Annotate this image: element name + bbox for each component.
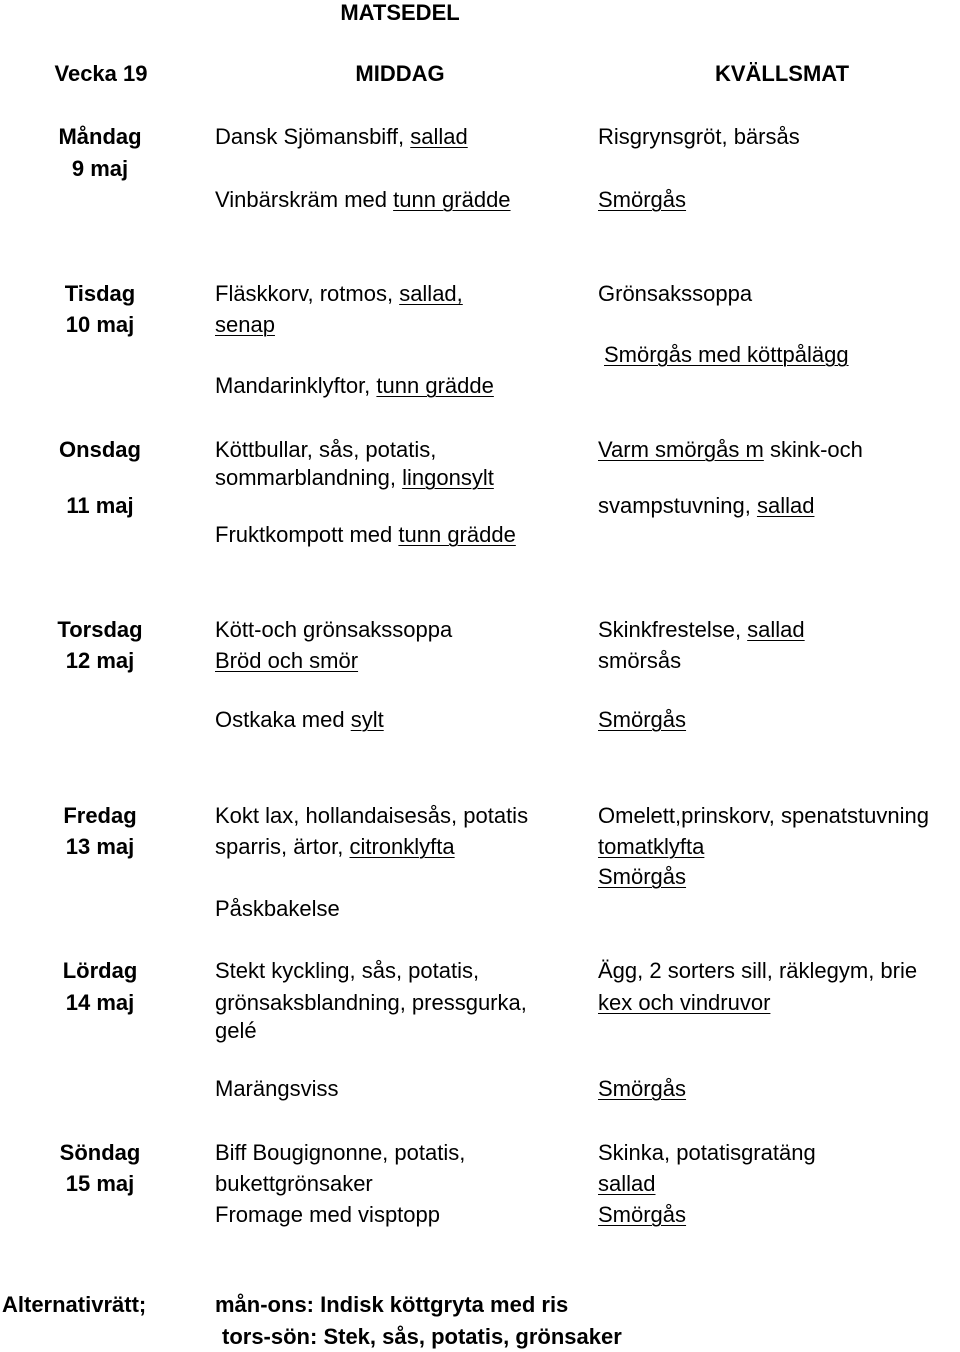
day-date: 14 maj	[65, 990, 135, 1015]
week-header: Vecka 19	[54, 61, 148, 86]
supper-line	[598, 493, 814, 519]
supper-line	[598, 281, 752, 307]
dinner-line	[215, 1202, 440, 1228]
supper-line	[598, 864, 686, 890]
menu-text: Fruktkompott med	[215, 522, 399, 547]
menu-text: skink-och	[763, 437, 863, 462]
supper-line	[598, 648, 681, 674]
menu-text: Skinka, potatisgratäng	[598, 1140, 816, 1165]
underlined-text: tunn grädde	[376, 373, 494, 398]
menu-text: Omelett,prinskorv, spenatstuvning	[598, 803, 929, 828]
menu-text: grönsaksblandning, pressgurka,	[215, 990, 527, 1015]
dinner-line	[215, 990, 527, 1016]
underlined-text: sallad,	[399, 281, 463, 306]
supper-line	[598, 990, 770, 1016]
menu-text: Marängsviss	[215, 1076, 339, 1101]
day-date: 10 maj	[65, 312, 135, 337]
menu-text: Kött-och grönsakssoppa	[215, 617, 453, 642]
dinner-line	[215, 648, 358, 674]
underlined-text: kex och vindruvor	[598, 990, 771, 1015]
dinner-line	[215, 707, 384, 733]
dinner-line	[215, 373, 494, 399]
dinner-line	[215, 1140, 465, 1166]
underlined-text: tomatklyfta	[598, 834, 705, 859]
day-name: Lördag	[62, 958, 138, 983]
underlined-text: Smörgås	[598, 187, 687, 212]
underlined-text: Smörgås	[598, 1076, 687, 1101]
dinner-line	[215, 312, 275, 338]
underlined-text: tunn grädde	[398, 522, 516, 547]
day-name: Torsdag	[57, 617, 143, 642]
day-name: Fredag	[63, 803, 137, 828]
menu-text: smörsås	[598, 648, 682, 673]
underlined-text: sallad	[747, 617, 805, 642]
day-date: 13 maj	[65, 834, 135, 859]
menu-text: sparris, ärtor,	[215, 834, 350, 859]
menu-text: Kokt lax, hollandaisesås, potatis	[215, 803, 529, 828]
dinner-line	[215, 522, 516, 548]
underlined-text: Smörgås	[598, 1202, 687, 1227]
dinner-line	[215, 1018, 257, 1044]
underlined-text: tunn grädde	[393, 187, 511, 212]
dinner-line	[215, 465, 494, 491]
menu-text: Fläskkorv, rotmos,	[215, 281, 400, 306]
day-date: 11 maj	[66, 493, 134, 518]
alternative-line-2: tors-sön: Stek, sås, potatis, grönsaker	[222, 1324, 622, 1349]
day-name: Onsdag	[59, 437, 141, 462]
underlined-text: Smörgås	[598, 707, 687, 732]
underlined-text: sylt	[350, 707, 384, 732]
menu-text: Ägg, 2 sorters sill, räklegym, brie	[598, 958, 918, 983]
dinner-line	[215, 187, 511, 213]
menu-text: gelé	[215, 1018, 257, 1043]
underlined-text: Varm smörgås m	[598, 437, 764, 462]
underlined-text: Smörgås	[598, 864, 687, 889]
dinner-line	[215, 124, 468, 150]
day-date: 12 maj	[65, 648, 135, 673]
supper-line	[598, 803, 929, 829]
alternative-line-1: mån-ons: Indisk köttgryta med ris	[215, 1292, 569, 1317]
day-name: Söndag	[59, 1140, 141, 1165]
day-date: 9 maj	[71, 156, 129, 181]
underlined-text: lingonsylt	[402, 465, 494, 490]
underlined-text: Smörgås med köttpålägg	[604, 342, 849, 367]
supper-line	[598, 124, 800, 150]
supper-line	[598, 617, 805, 643]
dinner-line	[215, 617, 452, 643]
underlined-text: sallad	[756, 493, 815, 518]
underlined-text: sallad	[598, 1171, 656, 1196]
supper-line	[598, 834, 704, 860]
day-name: Tisdag	[64, 281, 136, 306]
alternative-label: Alternativrätt;	[2, 1292, 147, 1317]
dinner-line	[215, 896, 340, 922]
menu-text: Grönsakssoppa	[598, 281, 753, 306]
underlined-text: Bröd och smör	[215, 648, 359, 673]
dinner-line	[215, 1076, 338, 1102]
underlined-text: citronklyfta	[349, 834, 455, 859]
menu-text: Köttbullar, sås, potatis,	[215, 437, 437, 462]
menu-text: Vinbärskräm med	[215, 187, 394, 212]
menu-text: Skinkfrestelse,	[598, 617, 748, 642]
supper-line	[598, 437, 863, 463]
day-date: 15 maj	[65, 1171, 135, 1196]
menu-text: Dansk Sjömansbiff,	[215, 124, 411, 149]
underlined-text: sallad	[410, 124, 468, 149]
menu-text: sommarblandning,	[215, 465, 403, 490]
dinner-line	[215, 1171, 373, 1197]
underlined-text: senap	[215, 312, 275, 337]
supper-line	[598, 1140, 816, 1166]
menu-text: Påskbakelse	[215, 896, 340, 921]
menu-text: svampstuvning,	[598, 493, 757, 518]
dinner-header: MIDDAG	[355, 61, 445, 86]
dinner-line	[215, 803, 528, 829]
supper-line	[598, 1202, 686, 1228]
supper-line	[604, 342, 849, 368]
menu-text: Risgrynsgröt, bärsås	[598, 124, 800, 149]
day-name: Måndag	[58, 124, 142, 149]
supper-line	[598, 1171, 655, 1197]
supper-line	[598, 1076, 686, 1102]
supper-header: KVÄLLSMAT	[714, 61, 850, 86]
dinner-line	[215, 958, 479, 984]
supper-line	[598, 958, 917, 984]
dinner-line	[215, 281, 463, 307]
menu-text: Mandarinklyftor,	[215, 373, 377, 398]
menu-text: Ostkaka med	[215, 707, 351, 732]
menu-text: bukettgrönsaker	[215, 1171, 373, 1196]
supper-line	[598, 187, 686, 213]
dinner-line	[215, 834, 455, 860]
page-title: MATSEDEL	[340, 0, 460, 25]
supper-line	[598, 707, 686, 733]
menu-text: Stekt kyckling, sås, potatis,	[215, 958, 480, 983]
dinner-line	[215, 437, 436, 463]
menu-text: Biff Bougignonne, potatis,	[215, 1140, 466, 1165]
menu-text: Fromage med visptopp	[215, 1202, 440, 1227]
